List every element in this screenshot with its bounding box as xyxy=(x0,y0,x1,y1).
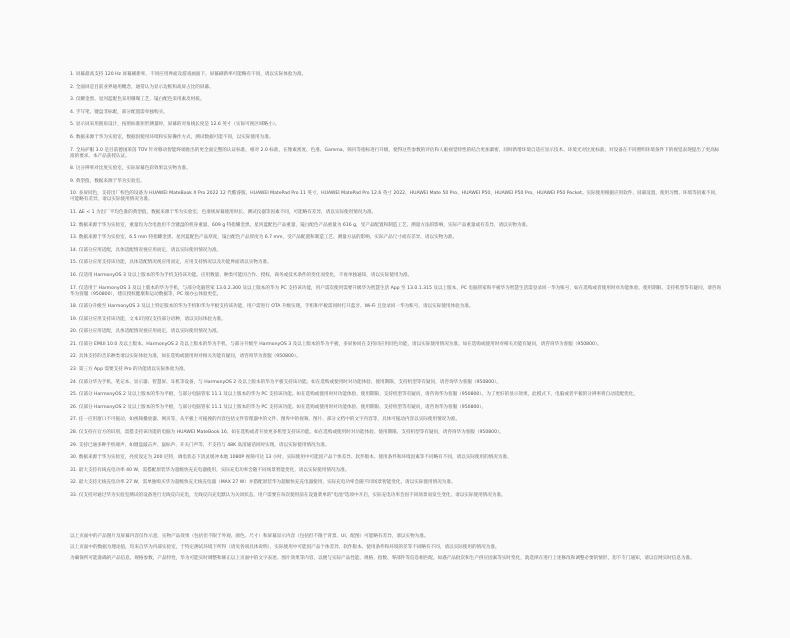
footnote-item: 25. 仅部分 HarmonyOS 2 及以上版本的华为平板，与部分电脑管家 11.1 及以上版本的华为 PC 支持该功能。如在选购或使用时对功能体验、使用期限、支持机型等有疑问，请咨询华为客服（950800）。为了更好的显示效果，此模式下，电脑或者平板的分辨率将自动适配优化。 xyxy=(70,392,638,398)
footnote-item: 29. 支持已通多种手机端声，如键盘敲击声、鼠标声、开关门声等，不支持与 48K 高清通话同时实现，请以实际使用情况为准。 xyxy=(70,442,330,448)
footnote-item: 10. 多屏同色，支持出厂校色的设备为 HUAWEI MateBook X Pro 2022 12 代酷睿版、HUAWEI MatePad Pro 11 英寸、HUAWEI MatePad Pro 12.6 英寸 2022、HUAWEI Mate 50 Pro、HUAWEI P50、HUAWEI P50 Pro、HUAWEI P50 Pocket。实际使用根据应用软件、屏幕设置、使用习惯、环境等因素不同，可能略有差异，请以实际使用情况为准。 xyxy=(70,191,720,203)
footnote-item: 31. 最大支持有线充电功率 40 W，需搭配原装华为超级快充充电器使用，实际充电功率会随不同场景智能变化，请以实际使用情况为准。 xyxy=(70,467,350,473)
footnote-item: 2. 全面屏是目前业界通用概念，通常认为显示边框和高屏占比的屏幕。 xyxy=(70,84,214,90)
footnote-item: 18. 仅部分升级至 HarmonyOS 3 及以上特定版本的华为手机和华为平板支持该功能，用户需进行 OTA 升级实现，手机和平板需同时打开蓝牙、Wi-Fi 且登录同一华为账号，请以实际使用体验为准。 xyxy=(70,304,474,310)
footnote-item: 14. 仅部分应用适配，具体适配情况视应用而定，请以实际使用情况为准。 xyxy=(70,247,222,253)
footnote-list xyxy=(70,72,722,506)
footnote-item: 7. 全局护眼 3.0 是目前德国莱茵 TÜV 针对移动智能终端推出的更全面完整的认证标准，相对 2.0 标准，在像素密度、色准、Gamma、频闪等指标进行升级，使得这些参数的评估和人眼视觉特性的结合更加紧密，同时新增环境自适应显示技术、环境光对比度标准、对设备在不同照明环境条件下的视觉表现提出了更高标准的要求。本产品获授认证。 xyxy=(70,147,720,159)
footnote-item: 16. 仅适用 HarmonyOS 3 及以上版本的华为手机支持该功能。应用数量、种类可能因合作、授权、商务或技术条件的变化而变化，不再单独通知，请以实际使用为准。 xyxy=(70,272,413,278)
footnote-item: 28. 仅支持在官方的识别，需搭支持该功能的电脑为 HUAWEI MateBook 16、如在选购或者开放更多机型支持该功能。如在选购或使用时对功能体验、使用期限、支持机型等有疑问，请咨询华为客服（950800）。 xyxy=(70,430,504,436)
disclaimer-paragraph: 以上页面中的数据为理论值，均来自华为内部实验室，于特定测试环境下所得（请见各项具体说明），实际使用中可能因产品个体差异、软件版本、使用条件和环境的差等不同略有不同，请以实际使用的情况为准。 xyxy=(70,545,500,551)
disclaimer-paragraph: 为确保所可能准确的产品信息、规格参数、产品特性，华为可能实时调整和修正以上页面中的文字表述、图片效果等内容，以便与实际产品性能、规格、指数、零部件等信息相匹配。如遇产品批次和生产供应因素等实时变化，就选择在进行上述修改和调整必要的情形，恕不专门通知，请以官网实时信息为准。 xyxy=(70,556,695,562)
footnote-item: 22. 具体支持的音乐种类请以实际体验为准，如在选购或使用时对相关功能有疑问，请咨询华为客服（950800）。 xyxy=(70,354,301,360)
footnote-item: 4. 手写笔、键盘非标配，部分配置需单独购买。 xyxy=(70,109,168,115)
footnote-item: 27. 任一应用窗口不可拖动，如视频播放器、网页等，从平板上可拖拽的内容包括文件管理器中的文件、图库中的视频、图片、部分文档中的文字内容等，具体可拖动内容以实际使用情况为准。 xyxy=(70,417,461,423)
footnote-item: 30. 数据来源于华为实验室，亮度设定为 200 尼特，调电状态下清灵缓冲本地 1080P 视频可达 13 小时。实际使用中可能因产品个体差异、软件版本、使用条件和环境因素等不同略有不同，请以实际使用的情况为准。 xyxy=(70,455,512,461)
disclaimer-paragraph: 以上页面中的产品图片及屏幕内容仅作示意，实物产品效果（包括但不限于外观、颜色、尺寸）和屏幕显示内容（包括但不限于背景、UI、配图）可能略有差异，请以实物为准。 xyxy=(70,534,429,539)
footnote-item: 24. 仅部分华为手机、笔记本、显示器、智慧屏、耳机等设备，与 HarmonyOS 2 及以上版本的华为平板支持该功能。如在选购或使用时对功能体验、使用期限、支持机型等有疑问，请咨询华为客服（950800）。 xyxy=(70,379,501,385)
footnote-item: 5. 显示屏采用圆角设计，按照标准矩形测量时，屏幕的对角线长度是 12.6 英寸（实际可视区域略小）。 xyxy=(70,122,280,128)
footnote-item: 11. ΔE < 1 为出厂平均色准的典型值，数据来源于华为实验室，色准规屏幕使用时长、测试仪器等因素不同，可能略有差异，请以实际使用情况为准。 xyxy=(70,209,377,215)
footnote-item: 33. 仅支持对通过华为实验室测试的设备进行无线反向充电，无线反向充电默认为关闭状态，用户需要在每次使用前在设置菜单的"电池"选项中开启，实际充电功率会因不同场景而发生变化，请以实际使用情况为准。 xyxy=(70,493,506,498)
footnote-item: 3. 仅耀金黑、星河蓝配色采用珊瑚工艺，镜白配色采用素皮材质。 xyxy=(70,97,205,103)
footnote-item: 15. 仅部分应用支持该功能，具体适配情况视应用而定，应用支持情况以及功能界面请以实物为准。 xyxy=(70,260,272,266)
footnote-item: 8. 这分辨率对比度实验室，实际屏幕色彩效果以实物为准。 xyxy=(70,166,191,172)
footnote-item: 19. 仅部分应用支持该功能，文本识别仅支持部分语种，请以实际体验为准。 xyxy=(70,316,226,322)
footnote-item: 21. 仅部分 EMUI 10.0 及以上版本、HarmonyOS 2 及以上版本的华为手机，与部分升级至 HarmonyOS 3 及以上版本的华为平板，多屏协同在支持同应用同色功能，请以实际使用情况为准。如在选购或使用时对相关功能有疑问，请咨询华为客服（950800）。 xyxy=(70,341,602,347)
footnote-item: 20. 仅部分应用适配，具体适配情况视应用而定，请以实际使用情况为准。 xyxy=(70,329,222,335)
footnote-item: 9. 典型值，数据来源于华为实验室。 xyxy=(70,178,145,184)
footnote-item: 32. 最大支持无线充电功率 27 W，需单独购买华为超级快充无线充电器（MAX 27 W）并搭配原装华为超级快充充电器使用，实际充电功率会随不同场景智能变化，请以实际使用情况为准。 xyxy=(70,480,456,486)
disclaimer-block xyxy=(70,534,726,568)
footnote-item: 12. 数据来源于华为实验室，重量均为含电池但不含键盘的机身重量，609 g 特指耀金黑、星河蓝配色产品重量，镜白配色产品重量为 616 g，受产品配置和制造工艺、测量方法的影响，实际产品重量或有差异，请以实物为准。 xyxy=(70,222,531,228)
footnote-item: 26. 仅部分 HarmonyOS 2 及以上版本的华为平板，与部分电脑管家 11.1 及以上版本的华为 PC 支持该功能。如在选购或使用时对功能体验、使用期限、支持机型等有疑问，请咨询华为客服（950800）。 xyxy=(70,404,487,410)
footnote-item: 13. 数据来源于华为实验室，6.5 mm 特指耀金黑、星河蓝配色产品厚度，镜白配色产品厚度为 6.7 mm，受产品配置和制造工艺、测量方法的影响，实际产品尺寸或有差异，请以实物为准。 xyxy=(70,235,458,241)
footnote-item: 23. 第三方 App 需要支持 Pro 的功能请以实际体验为准。 xyxy=(70,367,189,373)
footnote-item: 1. 屏幕最高支持 120 Hz 屏幕刷新率，不同应用界面及游戏画面下，屏幕刷新率可能略有不同，请以实际体验为准。 xyxy=(70,72,307,77)
footnote-item: 6. 数据来源于华为实验室，数据因使用环境和实际操作方式，测试数据可能不同，以实际使用为准。 xyxy=(70,134,274,140)
footnote-item: 17. 仅适用于 HarmonyOS 3 及以上版本的华为手机，与部分电脑管家 13.0.2.300 及以上版本的华为 PC 支持该功能，用户需次使用需要升级华为智慧生活 App 至 13.0.1.315 及以上版本，PC 电脑管家和平板华为智慧生活需登录同一华为账号，如在选购或者使用时对功能体验、使用期限、支持机型等有疑问，请咨询华为客服（950800），建议授权健康和运动数据等，PC 端办公体验更佳。 xyxy=(70,285,722,297)
